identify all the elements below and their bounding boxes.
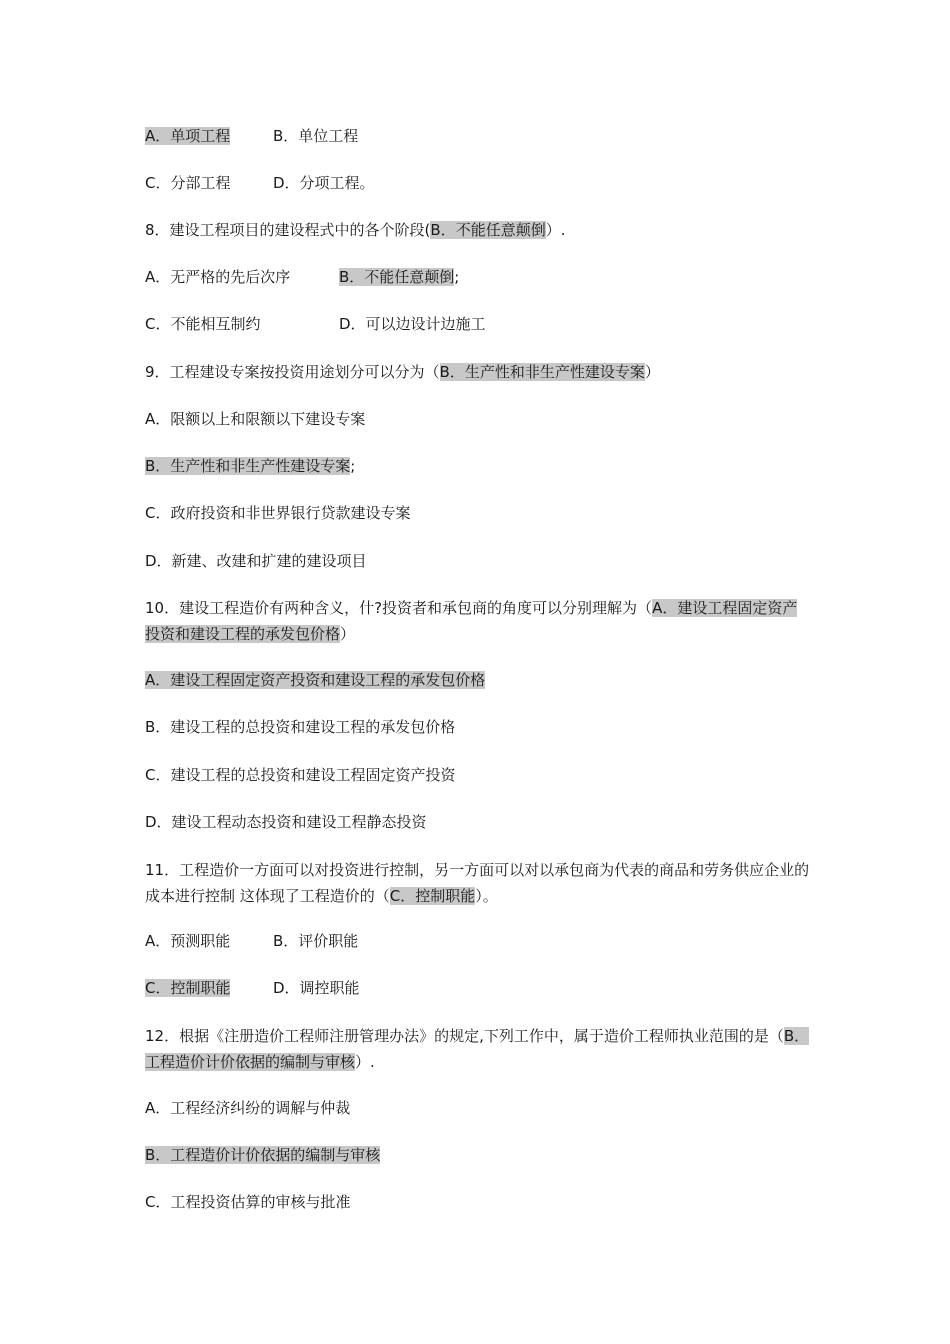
option-b: B．建设工程的总投资和建设工程的承发包价格 bbox=[145, 718, 456, 736]
option-a: A．预测职能 bbox=[145, 932, 231, 950]
option-row bbox=[145, 264, 810, 290]
option-d: D．建设工程动态投资和建设工程静态投资 bbox=[145, 813, 427, 831]
question-suffix: ）. bbox=[545, 221, 566, 239]
question-suffix: ）。 bbox=[475, 887, 498, 905]
question-text: 10．建设工程造价有两种含义，什?投资者和承包商的角度可以分别理解为（ bbox=[145, 599, 653, 617]
question-suffix: ）. bbox=[355, 1053, 375, 1071]
option-a: A．工程经济纠纷的调解与仲裁 bbox=[145, 1099, 351, 1117]
option-row bbox=[145, 975, 810, 1001]
option-c: C．建设工程的总投资和建设工程固定资产投资 bbox=[145, 766, 456, 784]
option-a: A．无严格的先后次序 bbox=[145, 268, 291, 286]
question-text: 8．建设工程项目的建设程式中的各个阶段( bbox=[145, 221, 431, 239]
answer-highlight: C．控制职能 bbox=[389, 887, 476, 905]
option-suffix: ; bbox=[454, 268, 460, 286]
question-12 bbox=[145, 1023, 810, 1075]
option-c: C．工程投资估算的审核与批准 bbox=[145, 1193, 351, 1211]
option-b: B．评价职能 bbox=[273, 932, 359, 950]
option-c: C．分部工程 bbox=[145, 174, 231, 192]
option-suffix: ; bbox=[350, 457, 356, 475]
question-text: 11．工程造价一方面可以对投资进行控制，另一方面可以对以承包商为代表的商品和劳务供应企业的成本进行控制 这体现了工程造价的（ bbox=[145, 861, 810, 905]
option-b-row bbox=[145, 453, 810, 479]
answer-highlight: A．建设工程固定资产投资和建设工程的承发包价格 bbox=[145, 599, 798, 643]
option-b-answer: B．不能任意颠倒 bbox=[339, 268, 455, 286]
question-11 bbox=[145, 857, 810, 909]
option-c: C．不能相互制约 bbox=[145, 315, 261, 333]
option-b-answer: B．工程造价计价依据的编制与审核 bbox=[145, 1146, 381, 1164]
option-row bbox=[145, 123, 810, 149]
option-b-answer: B．生产性和非生产性建设专案 bbox=[145, 457, 351, 475]
answer-highlight: B．生产性和非生产性建设专案 bbox=[439, 363, 645, 381]
option-d: D．可以边设计边施工 bbox=[339, 315, 486, 333]
option-a-answer: A．单项工程 bbox=[145, 127, 231, 145]
option-row bbox=[145, 170, 810, 196]
option-a: A．限额以上和限额以下建设专案 bbox=[145, 410, 366, 428]
option-d: D．分项工程。 bbox=[273, 174, 375, 192]
option-d: D．新建、改建和扩建的建设项目 bbox=[145, 552, 367, 570]
option-a-answer: A．建设工程固定资产投资和建设工程的承发包价格 bbox=[145, 671, 486, 689]
question-suffix: ） bbox=[340, 625, 356, 643]
answer-highlight: B．不能任意颠倒 bbox=[430, 221, 546, 239]
question-suffix: ） bbox=[644, 363, 660, 381]
option-b-row bbox=[145, 1142, 810, 1168]
answer-highlight: B．工程造价计价依据的编制与审核 bbox=[145, 1027, 810, 1071]
question-text: 9．工程建设专案按投资用途划分可以分为（ bbox=[145, 363, 440, 381]
option-d: D．调控职能 bbox=[273, 979, 360, 997]
question-text: 12．根据《注册造价工程师注册管理办法》的规定,下列工作中，属于造价工程师执业范围的是（ bbox=[145, 1027, 784, 1045]
option-row bbox=[145, 928, 810, 954]
option-c: C．政府投资和非世界银行贷款建设专案 bbox=[145, 504, 411, 522]
question-10 bbox=[145, 595, 810, 647]
option-b: B．单位工程 bbox=[273, 127, 359, 145]
question-9 bbox=[145, 359, 810, 385]
option-c-answer: C．控制职能 bbox=[145, 979, 231, 997]
question-8 bbox=[145, 217, 810, 243]
option-row bbox=[145, 311, 810, 337]
option-a-row bbox=[145, 667, 810, 693]
